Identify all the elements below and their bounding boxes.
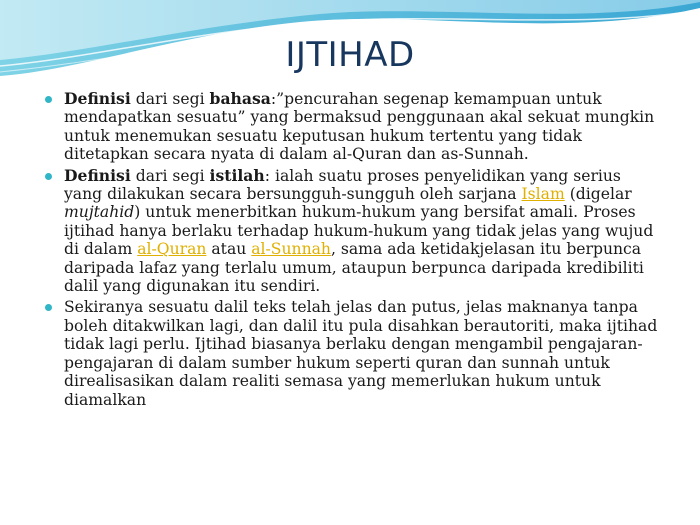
- term-label: Definisi: [64, 165, 131, 185]
- list-item-definisi-istilah: [42, 167, 662, 296]
- link-al-quran[interactable]: al-Quran: [137, 240, 207, 259]
- slide-title: IJTIHAD: [285, 35, 415, 75]
- bullet-icon: [45, 304, 52, 311]
- definition-text: : ialah suatu proses penyelidikan yang serius yang dilakukan secara bersungguh-sungguh oleh sarjana: [64, 166, 621, 204]
- link-al-sunnah[interactable]: al-Sunnah: [251, 240, 331, 259]
- bullet-list: [42, 90, 662, 412]
- definition-text: :”pencurahan segenap kemampuan untuk mendapatkan sesuatu” yang bermaksud penggunaan akal sekuat mungkin untuk menemukan sesuatu keputusan hukum tertentu yang tidak ditetapkan secara nyata di dalam al-Quran dan as-Sunnah.: [64, 90, 655, 164]
- mujtahid-term: mujtahid: [64, 203, 135, 222]
- aspect-label: istilah: [209, 165, 265, 185]
- bullet-icon: [45, 96, 52, 103]
- text-span: atau: [206, 240, 252, 259]
- bullet-icon: [45, 173, 52, 180]
- text-span: dari segi: [130, 166, 210, 185]
- aspect-label: bahasa: [209, 89, 271, 108]
- text-span: (digelar: [564, 185, 632, 204]
- list-item-sekiranya: [42, 298, 662, 408]
- list-item-definisi-bahasa: [42, 90, 662, 164]
- paragraph-text: Sekiranya sesuatu dalil teks telah jelas dan putus, jelas maknanya tanpa boleh ditakwilkan lagi, dan dalil itu pula disahkan berautoriti, maka ijtihad tidak lagi perlu. Ijtihad biasanya berlaku dengan mengambil pengajaran-pengajaran di dalam sumber hukum seperti quran dan sunnah untuk direalisasikan dalam realiti semasa yang memerlukan hukum untuk diamalkan: [64, 298, 658, 409]
- text-span: , sama ada ketidakjelasan itu berpunca daripada lafaz yang terlalu umum, ataupun berpunca daripada kredibiliti dalil yang digunakan itu sendiri.: [64, 240, 644, 296]
- term-label: Definisi: [64, 89, 131, 108]
- text-span: ) untuk menerbitkan hukum-hukum yang bersifat amali. Proses ijtihad hanya berlaku terhadap hukum-hukum yang tidak jelas yang wujud di dalam: [64, 203, 654, 259]
- link-islam[interactable]: Islam: [521, 185, 565, 204]
- text-span: dari segi: [130, 90, 210, 108]
